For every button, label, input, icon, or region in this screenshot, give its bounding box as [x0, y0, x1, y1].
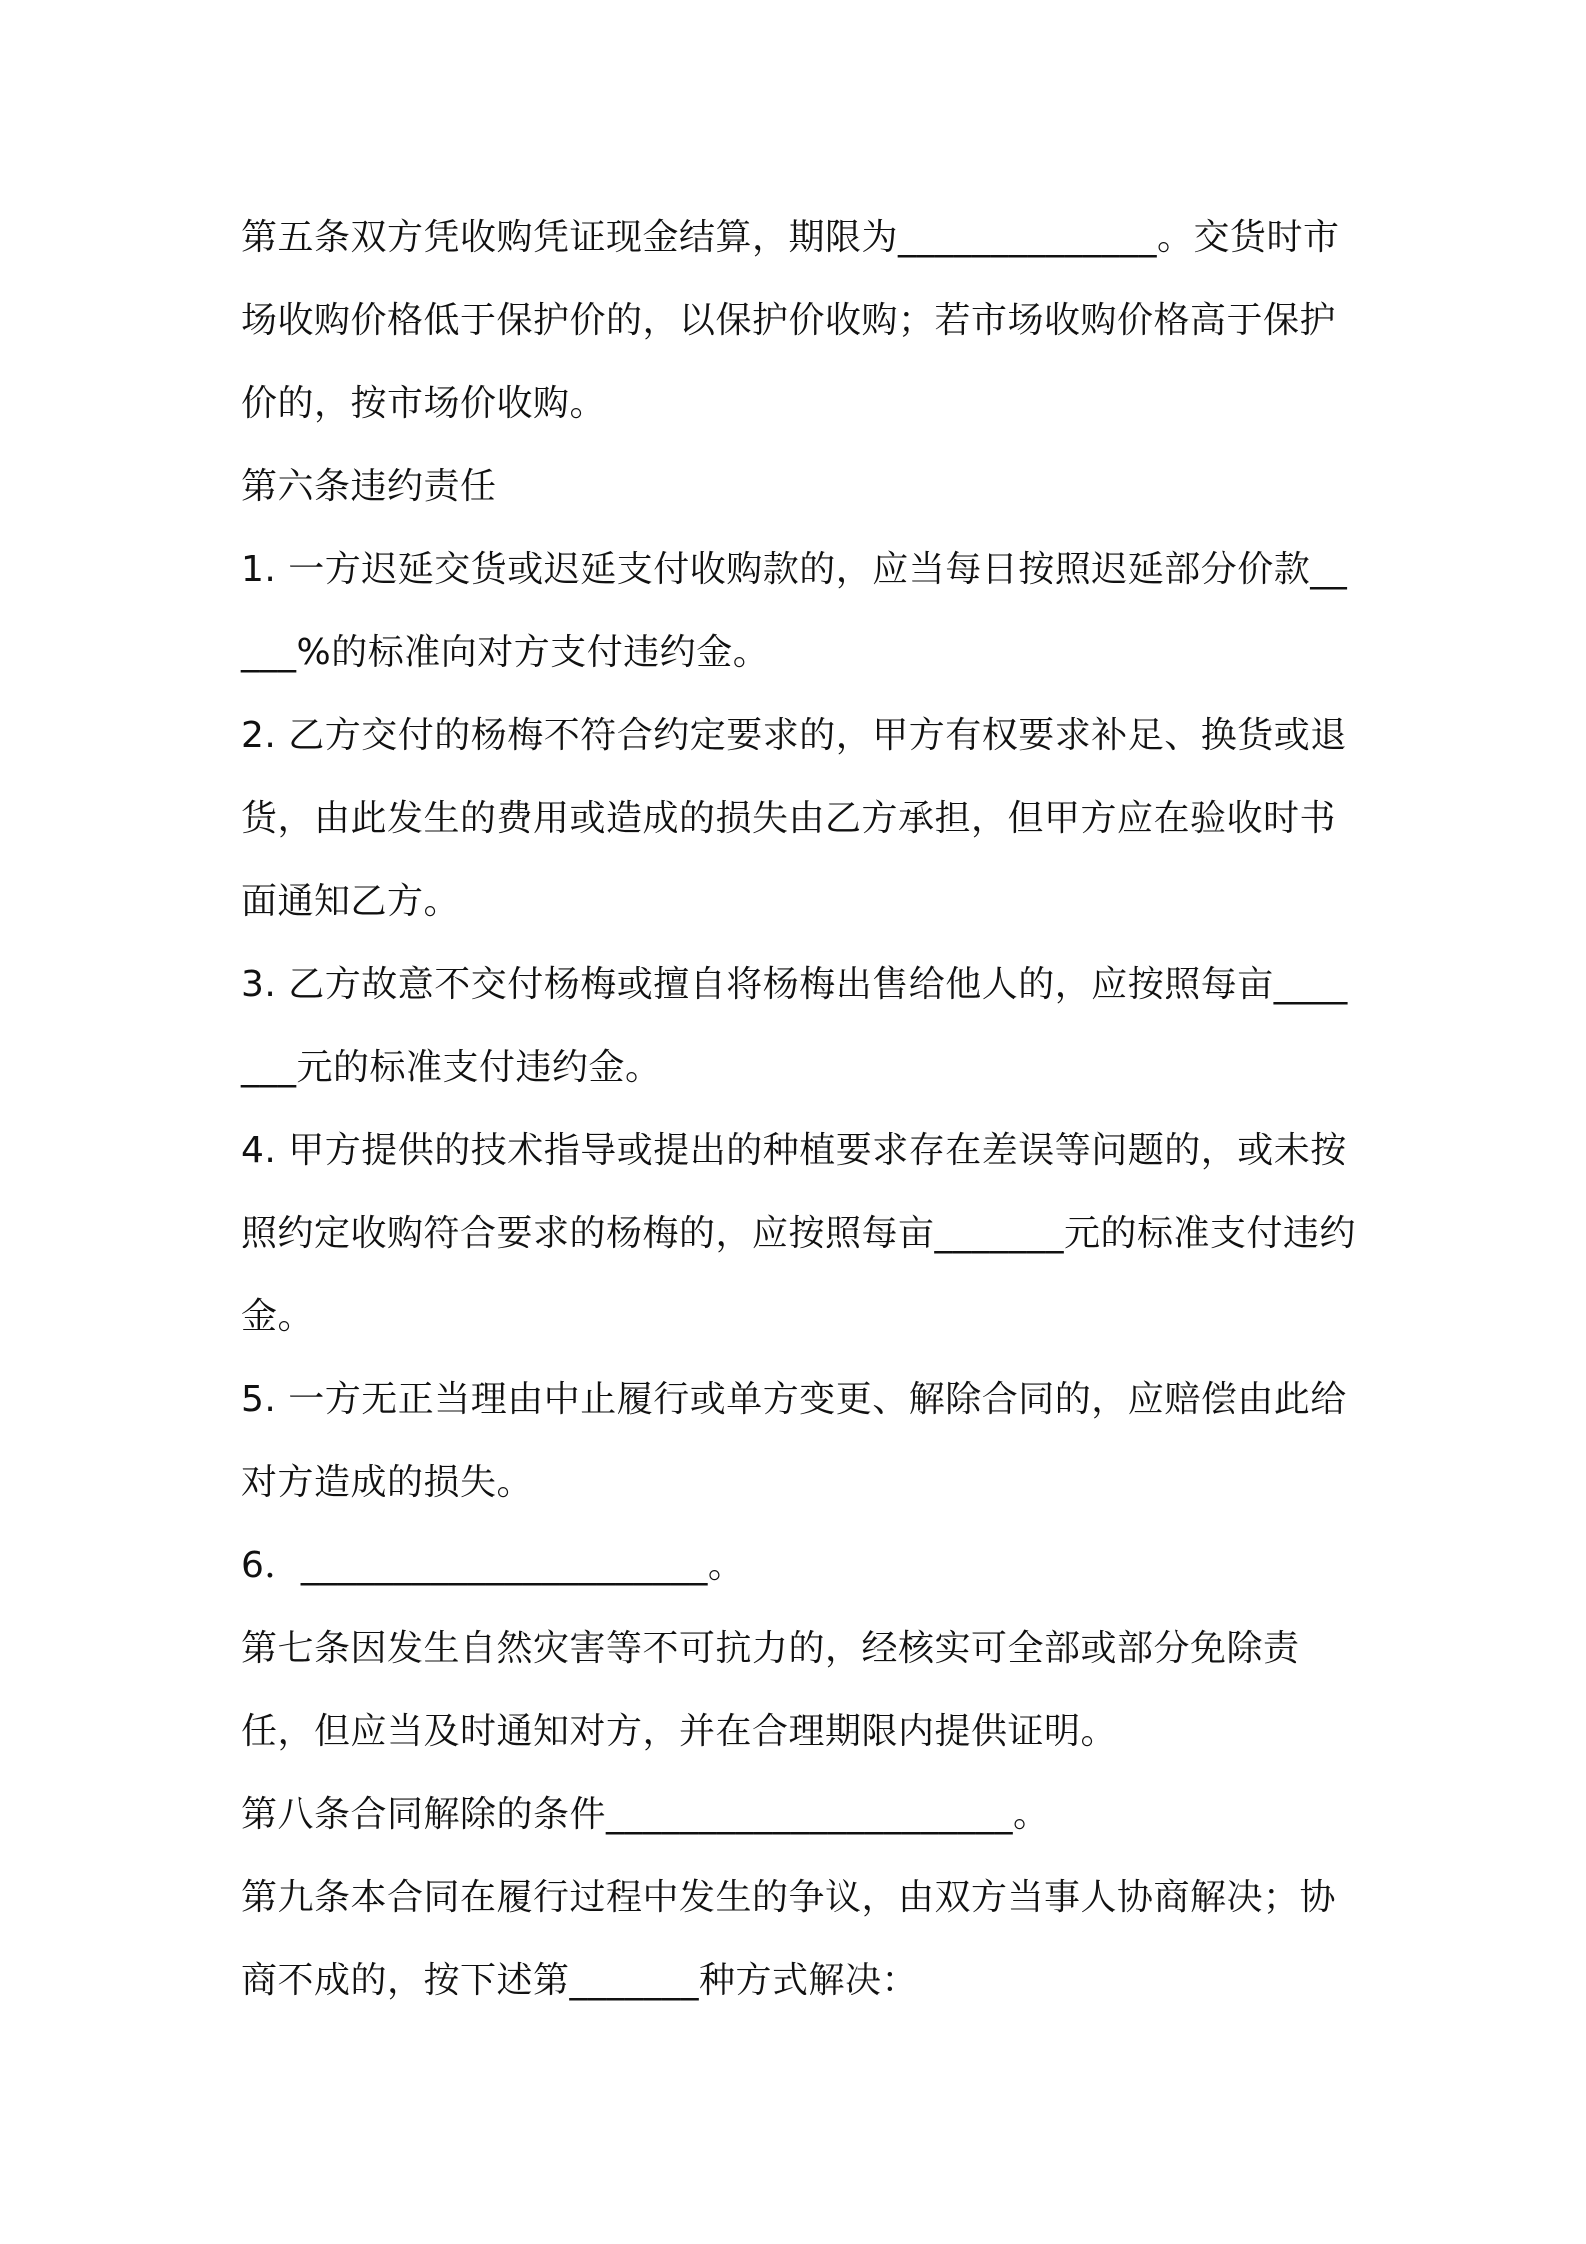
article-5-payment-terms: 第五条双方凭收购凭证现金结算，期限为______________。交货时市场收购价格低于保护价的，以保护价收购；若市场收购价格高于保护价的，按市场价收购。	[241, 217, 1340, 424]
article-9-dispute-resolution: 第九条本合同在履行过程中发生的争议，由双方当事人协商解决；协商不成的，按下述第_______种方式解决：	[241, 1877, 1337, 2001]
article-6-item-2: 2. 乙方交付的杨梅不符合约定要求的，甲方有权要求补足、换货或退货，由此发生的费用或造成的损失由乙方承担，但甲方应在验收时书面通知乙方。	[241, 715, 1347, 922]
article-6-item-5: 5. 一方无正当理由中止履行或单方变更、解除合同的，应赔偿由此给对方造成的损失。	[241, 1379, 1347, 1503]
article-6-heading: 第六条违约责任	[241, 466, 497, 507]
article-6-item-3: 3. 乙方故意不交付杨梅或擅自将杨梅出售给他人的，应按照每亩_______元的标准支付违约金。	[241, 964, 1348, 1088]
article-7-force-majeure: 第七条因发生自然灾害等不可抗力的，经核实可全部或部分免除责任，但应当及时通知对方，并在合理期限内提供证明。	[241, 1628, 1300, 1752]
article-6-item-1: 1. 一方迟延交货或迟延支付收购款的，应当每日按照迟延部分价款_____%的标准向对方支付违约金。	[241, 549, 1348, 673]
contract-text-block	[241, 196, 1363, 2022]
article-6-item-4: 4. 甲方提供的技术指导或提出的种植要求存在差误等问题的，或未按照约定收购符合要求的杨梅的，应按照每亩_______元的标准支付违约金。	[241, 1130, 1357, 1337]
article-6-item-6: 6．______________________。	[241, 1545, 745, 1586]
article-8-termination-conditions: 第八条合同解除的条件______________________。	[241, 1794, 1050, 1835]
